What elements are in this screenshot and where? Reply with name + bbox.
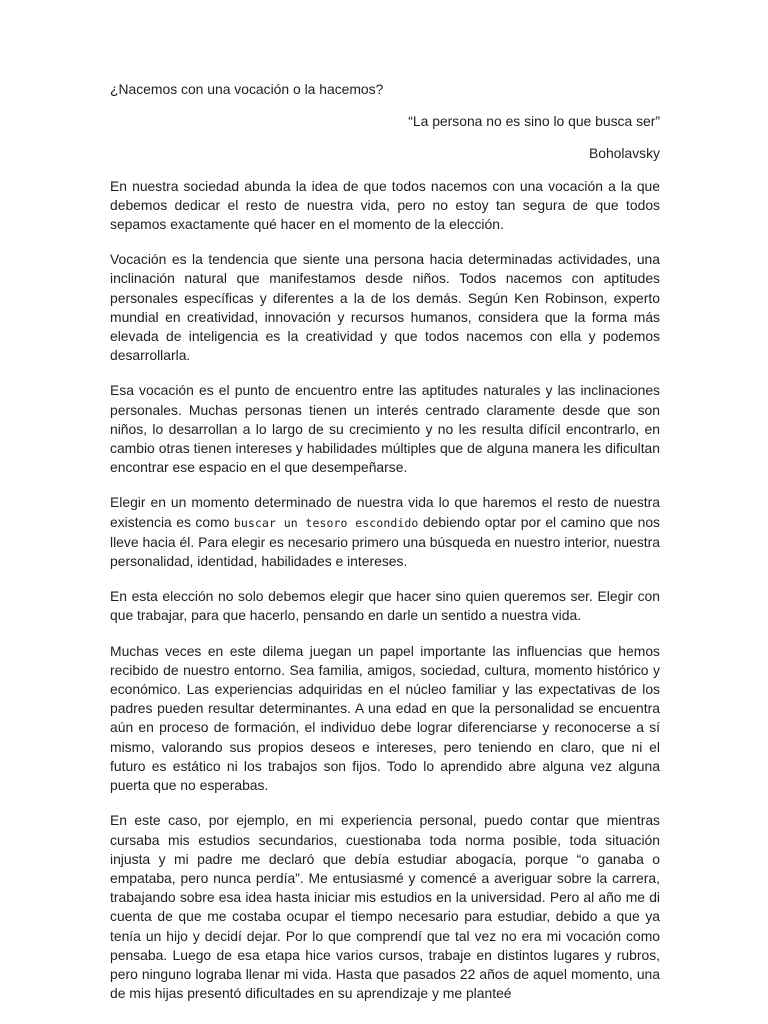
epigraph-author: Boholavsky [588, 145, 660, 162]
paragraph-4-start: Elegir en un momento determinado de nuestra vida lo que haremos el resto de nuestra existencia es como [110, 494, 660, 530]
paragraph-4-end: debiendo optar por el camino que nos lleve hacia él. Para elegir es necesario primero una búsqueda en nuestro interior, nuestra personalidad, identidad, habilidades e intereses. [110, 513, 660, 570]
paragraph-4-emphasis: buscar un tesoro escondido [233, 515, 419, 530]
paragraph-7: En este caso, por ejemplo, en mi experiencia personal, puedo contar que mientras cursaba mis estudios secundarios, cuestionaba toda norma posible, toda situación injusta y mi padre me declaró que debía estudiar abogacía, porque “o ganaba o empataba, pero nunca perdía”. Me entusiasmé y comencé a averiguar sobre la carrera, trabajando sobre esa idea hasta iniciar mis estudios en la universidad. Pero al año me di cuenta de que me costaba ocupar el tiempo necesario para estudiar, debido a que ya tenía un hijo y decidí dejar. Por lo que comprendí que tal vez no era mi vocación como pensaba. Luego de esa etapa hice varios cursos, trabaje en distintos lugares y rubros, pero ninguno lograba llenar mi vida. Hasta que pasados 22 años de aquel momento, una de mis hijas presentó dificultades en su aprendizaje y me planteé [110, 812, 660, 1002]
paragraph-1: En nuestra sociedad abunda la idea de que todos nacemos con una vocación a la que debemos dedicar el resto de nuestra vida, pero no estoy tan segura de que todos sepamos exactamente qué hacer en el momento de la elección. [110, 177, 660, 233]
paragraph-4 [110, 493, 660, 571]
paragraph-5: En esta elección no solo debemos elegir que hacer sino quien queremos ser. Elegir con que trabajar, para que hacerlo, pensando en darle un sentido a nuestra vida. [110, 588, 660, 624]
document-page [110, 80, 660, 1019]
document-title: ¿Nacemos con una vocación o la hacemos? [110, 81, 384, 97]
paragraph-2: Vocación es la tendencia que siente una persona hacia determinadas actividades, una inclinación natural que manifestamos desde niños. Todos nacemos con aptitudes personales específicas y diferentes a la de los demás. Según Ken Robinson, experto mundial en creatividad, innovación y recursos humanos, considera que la forma más elevada de inteligencia es la creatividad y que todos nacemos con ella y podemos desarrollarla. [110, 251, 660, 364]
paragraph-6: Muchas veces en este dilema juegan un papel importante las influencias que hemos recibido de nuestro entorno. Sea familia, amigos, sociedad, cultura, momento histórico y económico. Las experiencias adquiridas en el núcleo familiar y las expectativas de los padres pueden resultar determinantes. A una edad en que la personalidad se encuentra aún en proceso de formación, el individuo debe lograr diferenciarse y reconocerse a sí mismo, valorando sus propios deseos e intereses, pero teniendo en claro, que ni el futuro es estático ni los trabajos son fijos. Todo lo aprendido abre alguna vez alguna puerta que no esperabas. [110, 642, 660, 794]
paragraph-3: Esa vocación es el punto de encuentro entre las aptitudes naturales y las inclinaciones personales. Muchas personas tienen un interés centrado claramente desde que son niños, lo desarrollan a lo largo de su crecimiento y no les resulta difícil encontrarlo, en cambio otras tienen intereses y habilidades múltiples que de alguna manera les dificultan encontrar ese espacio en el que desempeñarse. [110, 382, 660, 476]
epigraph-quote: “La persona no es sino lo que busca ser” [408, 113, 660, 130]
